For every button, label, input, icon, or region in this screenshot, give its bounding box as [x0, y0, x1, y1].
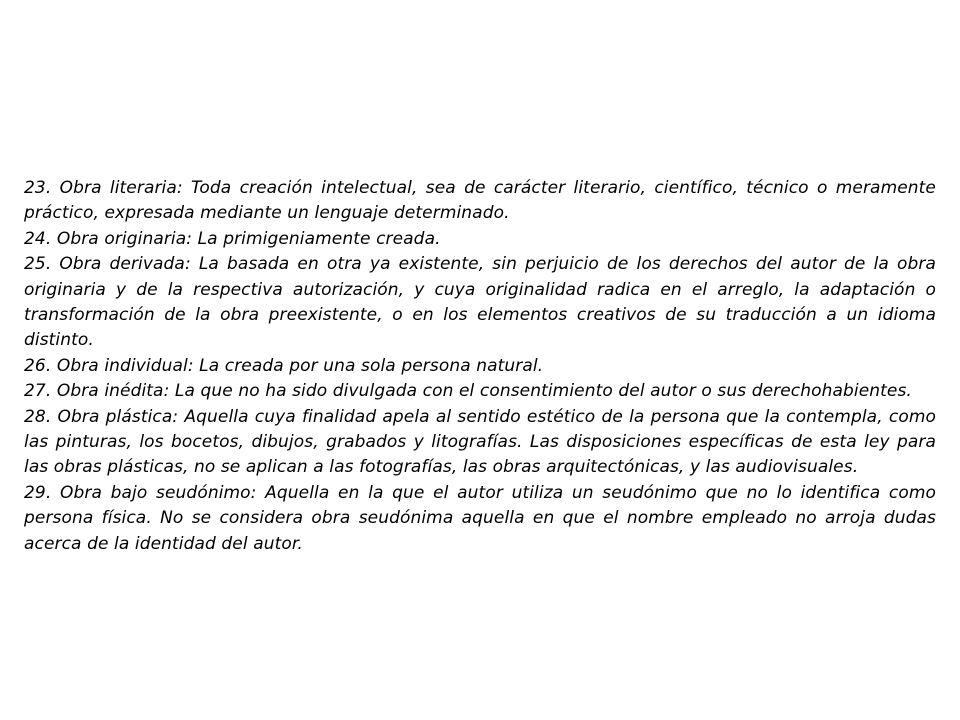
definition-obra-literaria: 23. Obra literaria: Toda creación intelectual, sea de carácter literario, científico, técnico o meramente práctico, expresada mediante un lenguaje determinado. — [24, 178, 936, 224]
definitions-text-block — [24, 176, 936, 557]
definition-obra-plastica: 28. Obra plástica: Aquella cuya finalidad apela al sentido estético de la persona que la contempla, como las pinturas, los bocetos, dibujos, grabados y litografías. Las disposiciones específicas de esta ley para las obras plásticas, no se aplican a las fotografías, las obras arquitectónicas, y las audiovisuales. — [24, 406, 936, 478]
definition-obra-derivada: 25. Obra derivada: La basada en otra ya existente, sin perjuicio de los derechos del autor de la obra originaria y de la respectiva autorización, y cuya originalidad radica en el arreglo, la adaptación o transformación de la obra preexistente, o en los elementos creativos de su traducción a un idioma distinto. — [24, 254, 936, 351]
definition-obra-originaria: 24. Obra originaria: La primigeniamente creada. — [24, 228, 441, 249]
definition-obra-bajo-seudonimo: 29. Obra bajo seudónimo: Aquella en la que el autor utiliza un seudónimo que no lo identifica como persona física. No se considera obra seudónima aquella en que el nombre empleado no arroja dudas acerca de la identidad del autor. — [24, 482, 936, 554]
definition-obra-individual: 26. Obra individual: La creada por una sola persona natural. — [24, 355, 544, 376]
definition-obra-inedita: 27. Obra inédita: La que no ha sido divulgada con el consentimiento del autor o sus derechohabientes. — [24, 381, 912, 402]
